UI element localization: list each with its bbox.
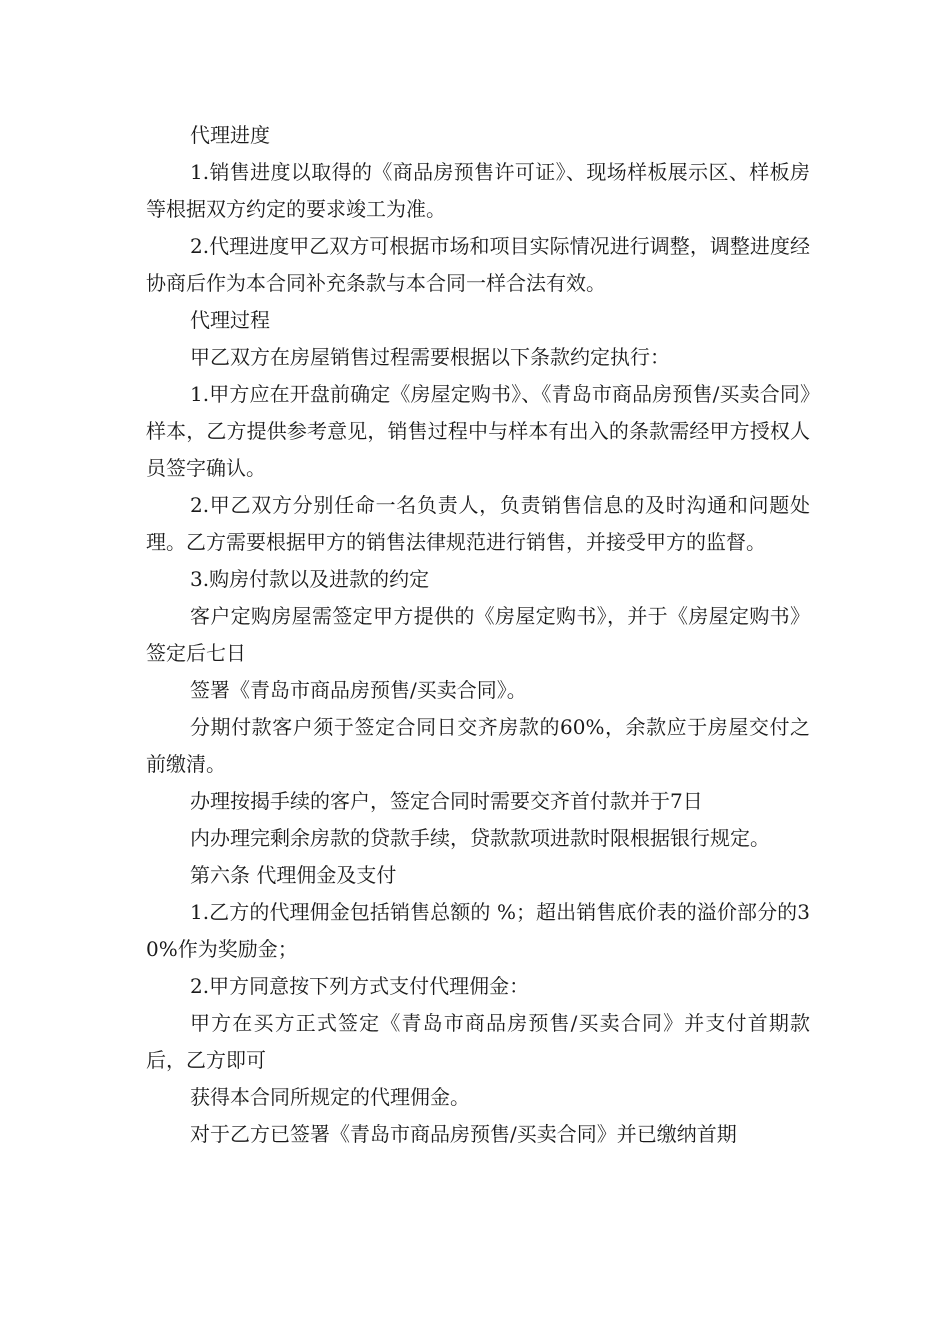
- paragraph: 1.销售进度以取得的《商品房预售许可证》、现场样板展示区、样板房等根据双方约定的要求竣工为准。: [146, 160, 810, 221]
- section-heading-article-6: 第六条 代理佣金及支付: [190, 863, 397, 887]
- paragraph: 1.甲方应在开盘前确定《房屋定购书》、《青岛市商品房预售/买卖合同》样本，乙方提供参考意见，销售过程中与样本有出入的条款需经甲方授权人员签字确认。: [146, 382, 810, 480]
- paragraph: 客户定购房屋需签定甲方提供的《房屋定购书》，并于《房屋定购书》签定后七日: [146, 604, 810, 665]
- paragraph: 甲乙双方在房屋销售过程需要根据以下条款约定执行：: [190, 345, 670, 369]
- section-heading-progress: 代理进度: [190, 123, 270, 147]
- paragraph: 3.购房付款以及进款的约定: [190, 567, 430, 591]
- paragraph: 签署《青岛市商品房预售/买卖合同》。: [190, 678, 527, 702]
- paragraph: 2.甲乙双方分别任命一名负责人，负责销售信息的及时沟通和问题处理。乙方需要根据甲方的销售法律规范进行销售，并接受甲方的监督。: [146, 493, 810, 554]
- paragraph: 2.甲方同意按下列方式支付代理佣金：: [190, 974, 530, 998]
- paragraph: 甲方在买方正式签定《青岛市商品房预售/买卖合同》并支付首期款后，乙方即可: [146, 1011, 810, 1072]
- paragraph: 办理按揭手续的客户，签定合同时需要交齐首付款并于7日: [190, 789, 703, 813]
- paragraph: 对于乙方已签署《青岛市商品房预售/买卖合同》并已缴纳首期: [190, 1122, 737, 1146]
- paragraph: 分期付款客户须于签定合同日交齐房款的60%，余款应于房屋交付之前缴清。: [146, 715, 810, 776]
- document-body: [146, 117, 810, 1153]
- paragraph: 内办理完剩余房款的贷款手续，贷款款项进款时限根据银行规定。: [190, 826, 770, 850]
- paragraph: 1.乙方的代理佣金包括销售总额的 %；超出销售底价表的溢价部分的30%作为奖励金；: [146, 900, 810, 961]
- paragraph: 2.代理进度甲乙双方可根据市场和项目实际情况进行调整，调整进度经协商后作为本合同补充条款与本合同一样合法有效。: [146, 234, 810, 295]
- section-heading-process: 代理过程: [190, 308, 270, 332]
- paragraph: 获得本合同所规定的代理佣金。: [190, 1085, 470, 1109]
